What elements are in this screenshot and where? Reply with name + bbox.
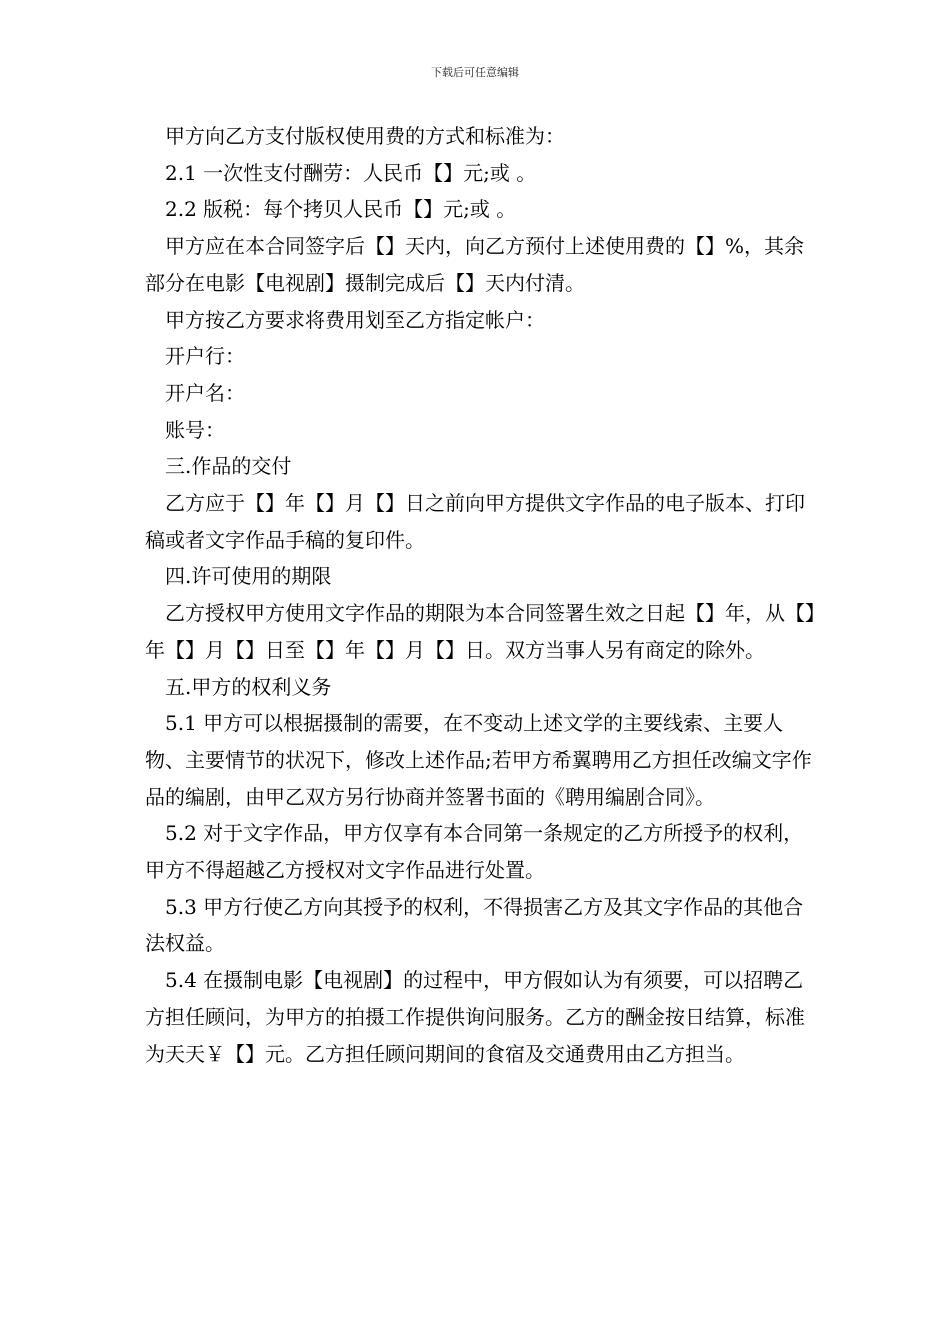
paragraph-payment-method: 甲方向乙方支付版权使用费的方式和标准为：	[165, 124, 565, 148]
section-heading-delivery: 三.作品的交付	[165, 454, 292, 479]
paragraph-prepayment: 甲方应在本合同签字后【】天内，向乙方预付上述使用费的【】%，其余部分在电影【电视剧】摄制完成后【】天内付清。	[145, 234, 805, 295]
paragraph-account-name: 开户名：	[165, 380, 245, 405]
paragraph-account-number: 账号：	[165, 417, 225, 442]
document-body	[145, 118, 815, 1072]
paragraph-clause-5-2: 5.2 对于文字作品，甲方仅享有本合同第一条规定的乙方所授予的权利，甲方不得超越乙方授权对文字作品进行处置。	[145, 821, 804, 883]
paragraph-lump-sum: 2.1 一次性支付酬劳：人民币【】元;或 。	[165, 160, 537, 185]
section-heading-party-a-rights: 五.甲方的权利义务	[165, 674, 332, 699]
section-heading-term: 四.许可使用的期限	[165, 564, 332, 589]
paragraph-clause-5-3: 5.3 甲方行使乙方向其授予的权利，不得损害乙方及其文字作品的其他合法权益。	[145, 894, 804, 956]
paragraph-clause-5-1: 5.1 甲方可以根据摄制的需要，在不变动上述文学的主要线索、主要人物、主要情节的状况下，修改上述作品;若甲方希翼聘用乙方担任改编文字作品的编剧，由甲乙双方另行协商并签署书面的《聘用编剧合同》。	[145, 711, 812, 809]
page-header: 下载后可任意编辑	[431, 66, 519, 79]
paragraph-account-instruction: 甲方按乙方要求将费用划至乙方指定帐户：	[165, 307, 545, 332]
paragraph-bank: 开户行：	[165, 344, 245, 369]
paragraph-term: 乙方授权甲方使用文字作品的期限为本合同签署生效之日起【】年，从【】年【】月【】日至【】年【】月【】日。双方当事人另有商定的除外。	[145, 601, 815, 662]
paragraph-royalty: 2.2 版税：每个拷贝人民币【】元;或 。	[165, 197, 517, 222]
paragraph-delivery: 乙方应于【】年【】月【】日之前向甲方提供文字作品的电子版本、打印稿或者文字作品手稿的复印件。	[145, 491, 805, 552]
paragraph-clause-5-4: 5.4 在摄制电影【电视剧】的过程中，甲方假如认为有须要，可以招聘乙方担任顾问，为甲方的拍摄工作提供询问服务。乙方的酬金按日结算，标准为天天￥【】元。乙方担任顾问期间的食宿及交通费用由乙方担当。	[145, 968, 805, 1066]
